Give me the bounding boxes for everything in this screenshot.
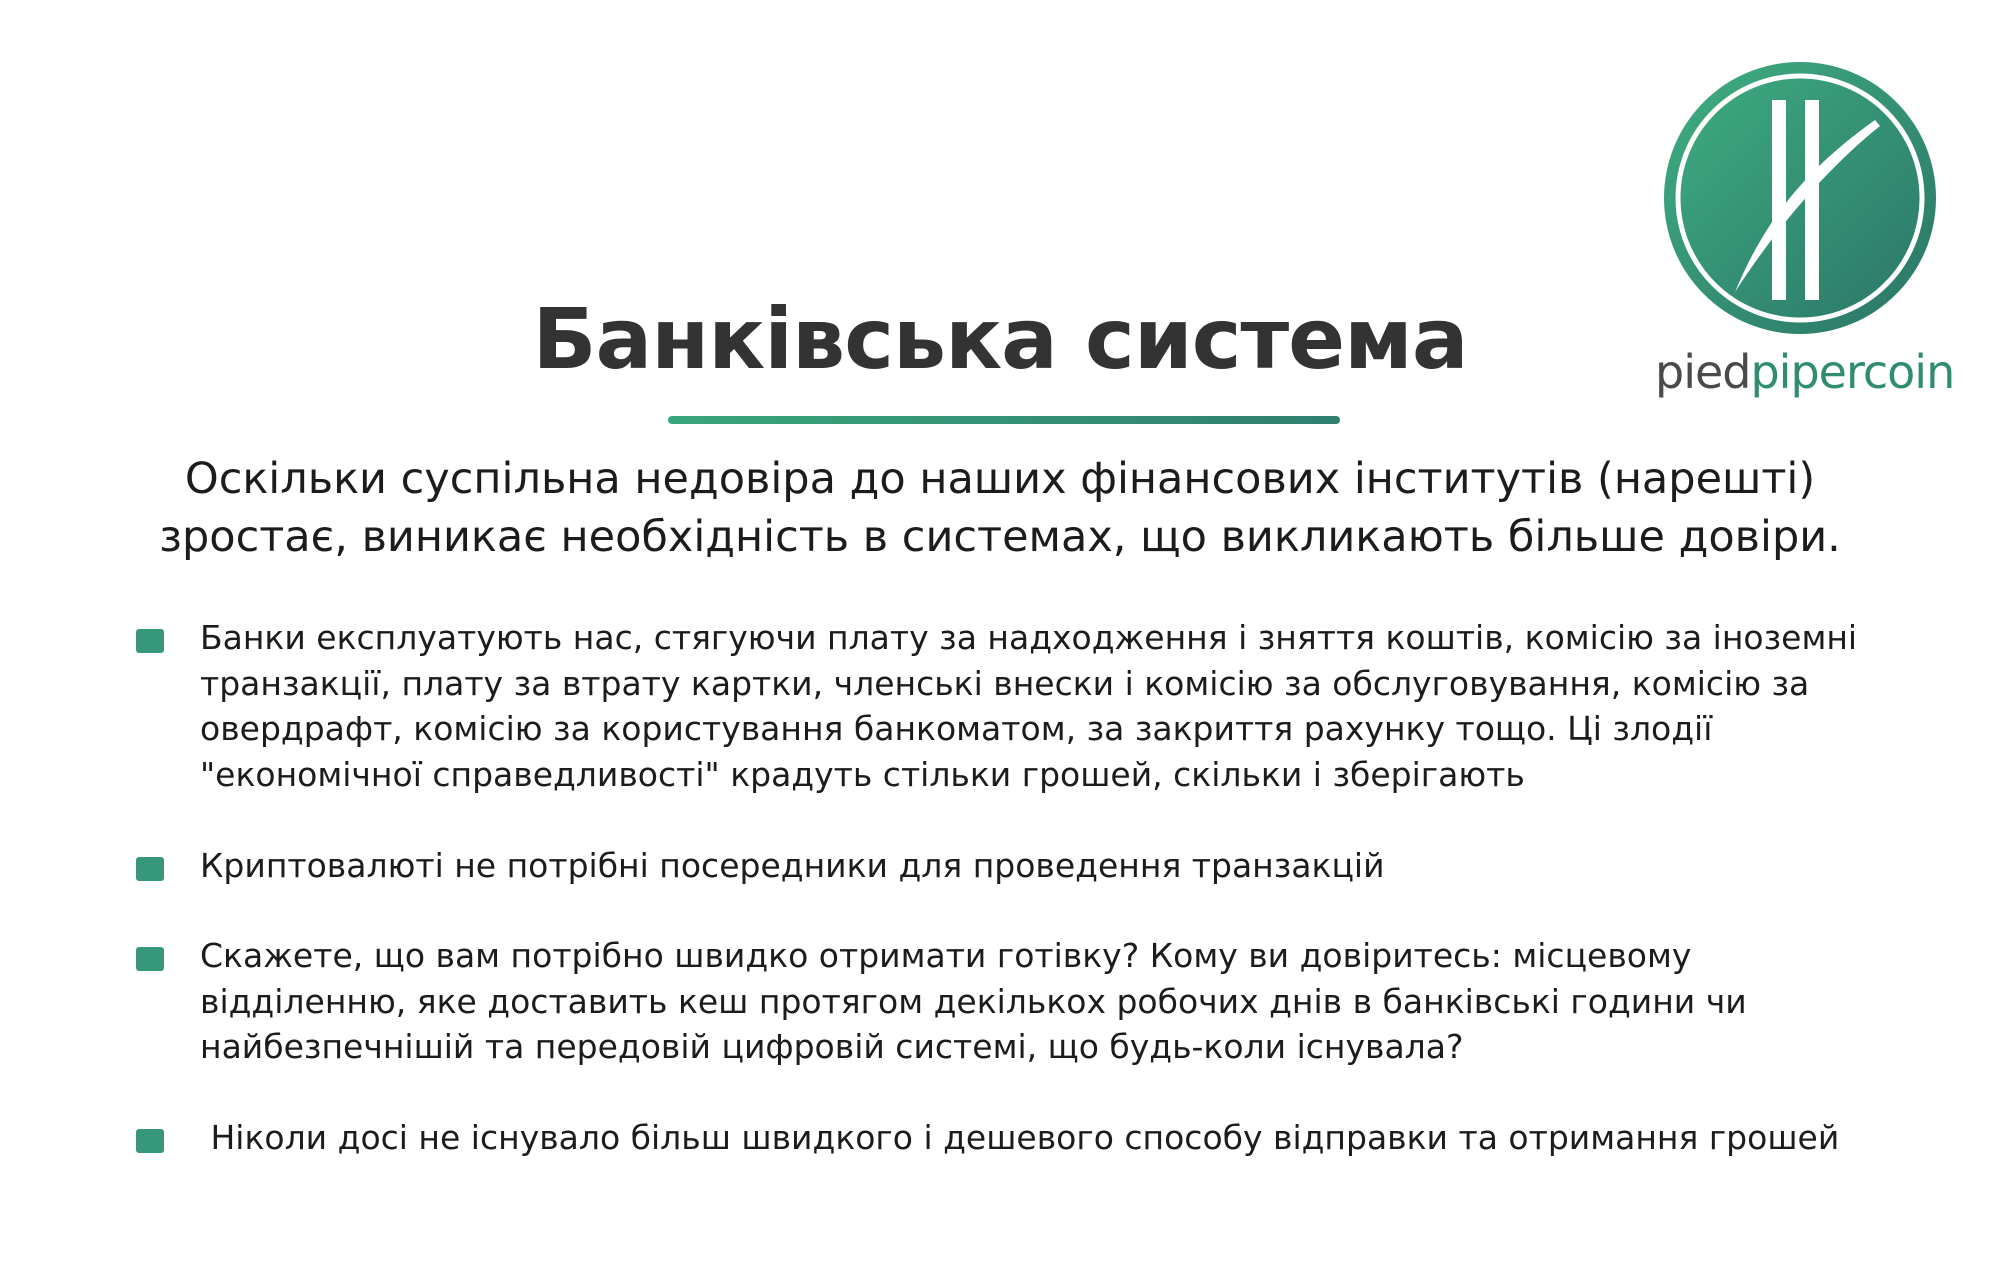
lead-paragraph: Оскільки суспільна недовіра до наших фінансових інститутів (нарешті) зростає, виникає необхідність в системах, що викликають більше довіри. bbox=[159, 454, 1841, 562]
bullet-line: овердрафт, комісію за користування банкоматом, за закриття рахунку тощо. Ці злодії bbox=[200, 709, 1713, 748]
bullet-line: "економічної справедливості" крадуть стільки грошей, скільки і зберігають bbox=[200, 754, 1525, 794]
bullet-square-icon bbox=[136, 1129, 164, 1153]
logo-word-pipercoin: pipercoin bbox=[1750, 345, 1955, 399]
list-item bbox=[136, 615, 2000, 797]
bullet-square-icon bbox=[136, 947, 164, 971]
bullet-line: Криптовалюті не потрібні посередники для проведення транзакцій bbox=[200, 846, 1385, 885]
bullet-square-icon bbox=[136, 629, 164, 653]
list-item bbox=[136, 843, 2000, 889]
bullet-line: найбезпечнішій та передовій цифровій системі, що будь-коли існувала? bbox=[200, 1027, 1464, 1066]
bullet-line: Банки експлуатують нас, стягуючи плату за надходження і зняття коштів, комісію за іноземні bbox=[200, 618, 1858, 657]
title-underline bbox=[668, 416, 1340, 424]
logo-word-pied: pied bbox=[1655, 345, 1751, 399]
bullet-line: Скажете, що вам потрібно швидко отримати готівку? Кому ви довіритесь: місцевому bbox=[200, 936, 1692, 975]
list-item bbox=[136, 933, 2000, 1070]
slide-title: Банківська система bbox=[532, 290, 1468, 388]
list-item bbox=[136, 1115, 2000, 1161]
bullet-line: відділенню, яке доставить кеш протягом декількох робочих днів в банківські години чи bbox=[200, 981, 1747, 1021]
bullet-square-icon bbox=[136, 857, 164, 881]
bullet-line: транзакції, плату за втрату картки, членські внески і комісію за обслуговування, комісію за bbox=[200, 663, 1810, 703]
bullet-line: Ніколи досі не існувало більш швидкого і дешевого способу відправки та отримання грошей bbox=[200, 1118, 1840, 1157]
